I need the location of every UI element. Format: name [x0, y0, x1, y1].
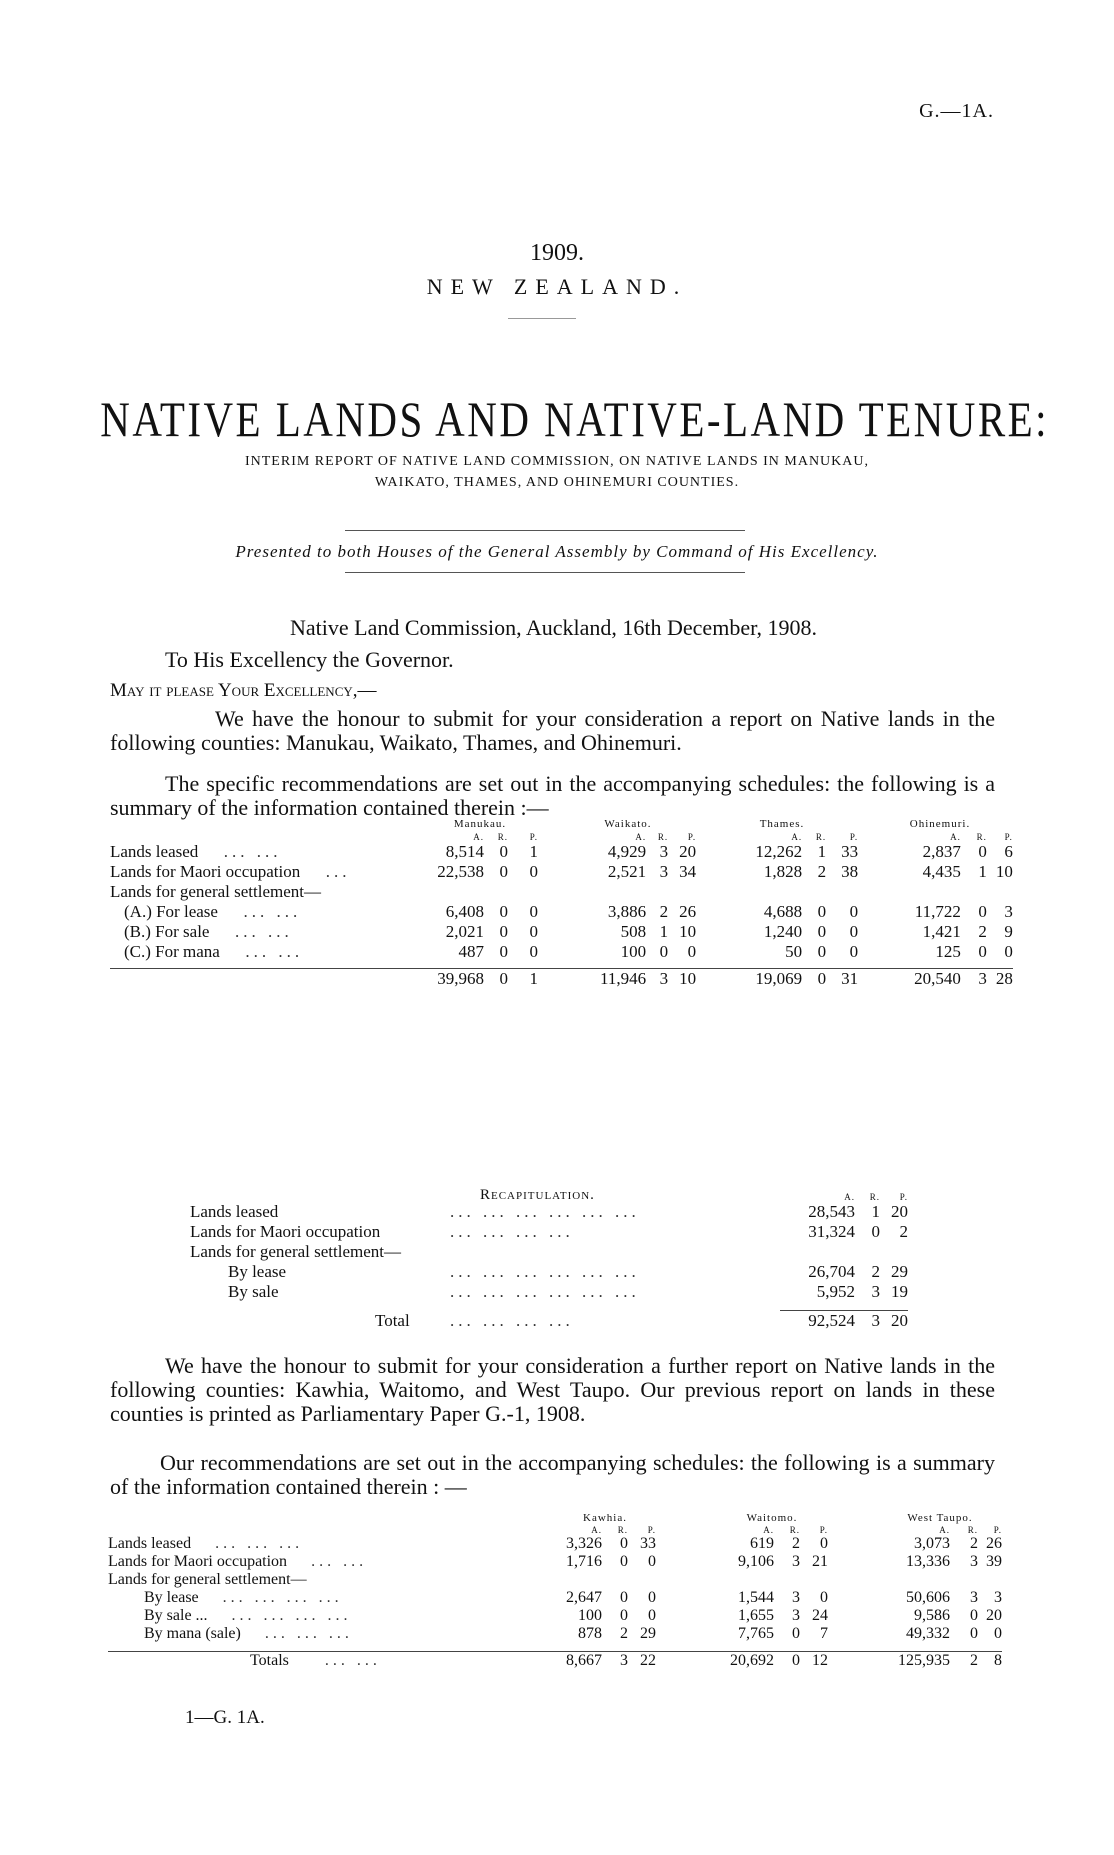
perches-cell: 0 — [820, 1589, 828, 1606]
spacer-cell — [828, 1553, 888, 1571]
county-header: Kawhia. — [583, 1512, 627, 1524]
roods-cell: 0 — [871, 1222, 880, 1241]
table-row — [108, 1607, 1002, 1625]
spacer-cell — [656, 1553, 716, 1571]
unit-roods: R. — [657, 832, 669, 842]
acres-cell: 22,538 — [437, 862, 484, 881]
perches-cell: 20 — [986, 1607, 1002, 1624]
leader-dots: ... ... — [234, 922, 293, 941]
leader-dots: ... ... — [311, 1553, 368, 1570]
acres-cell: 9,106 — [738, 1553, 774, 1570]
perches-cell: 24 — [812, 1607, 828, 1624]
acres-cell: 100 — [620, 942, 647, 961]
units-row — [108, 1525, 1002, 1535]
leader-dots: ... ... — [243, 902, 302, 921]
leader-dots: ... ... — [223, 842, 282, 861]
roods-cell: 0 — [620, 1589, 628, 1606]
row-label: Lands for general settlement— — [110, 882, 322, 901]
unit-perches: P. — [687, 832, 697, 842]
table-row — [108, 1535, 1002, 1553]
subtitle-line-2: WAIKATO, THAMES, AND OHINEMURI COUNTIES. — [374, 475, 740, 490]
table-row — [110, 862, 1013, 882]
perches-cell: 33 — [841, 842, 859, 861]
recap-row — [190, 1282, 908, 1302]
acres-cell: 2,021 — [445, 922, 484, 941]
total-roods: 3 — [620, 1652, 628, 1669]
spacer-cell — [538, 862, 600, 882]
perches-cell: 0 — [820, 1535, 828, 1552]
acres-cell: 49,332 — [906, 1625, 950, 1642]
acres-cell: 3,326 — [566, 1535, 602, 1552]
total-roods: 0 — [499, 969, 508, 988]
presented-line: Presented to both Houses of the General Assembly by Command of His Excellency. — [235, 542, 879, 561]
acres-cell: 31,324 — [808, 1222, 855, 1241]
roods-cell — [855, 1242, 880, 1262]
year: 1909. — [530, 240, 584, 266]
roods-cell: 3 — [659, 862, 669, 881]
unit-roods: R. — [967, 1525, 978, 1535]
total-perches: 8 — [994, 1652, 1002, 1669]
table-totals-row — [110, 969, 1013, 990]
perches-cell: 3 — [994, 1589, 1002, 1606]
total-roods: 3 — [978, 969, 987, 988]
spacer-cell — [858, 842, 914, 862]
total-perches: 12 — [812, 1652, 828, 1669]
perches-cell: 39 — [986, 1553, 1002, 1570]
spacer-cell — [828, 1625, 888, 1643]
acres-cell: 4,688 — [763, 902, 803, 921]
roods-cell: 2 — [978, 922, 987, 941]
county-header: Ohinemuri. — [909, 818, 971, 830]
leader-dots: ... ... ... ... — [450, 1222, 574, 1241]
row-label-cell — [108, 1589, 546, 1607]
table-row — [110, 942, 1013, 962]
row-label-cell — [110, 902, 392, 922]
unit-roods: R. — [789, 1525, 800, 1535]
roods-cell: 2 — [817, 862, 827, 881]
divider-top — [345, 530, 745, 531]
county-header: Thames. — [759, 818, 805, 830]
acres-cell: 12,262 — [755, 842, 803, 861]
paragraph-2: The specific recommendations are set out in the accompanying schedules: the following is a summary of the information contained therein :— — [110, 771, 995, 820]
salutation: May it please Your Excellency,— — [110, 680, 377, 701]
total-roods: 0 — [792, 1652, 800, 1669]
roods-cell: 3 — [792, 1607, 800, 1624]
acres-cell: 487 — [458, 942, 484, 961]
row-label-cell — [108, 1571, 546, 1589]
perches-cell — [880, 1242, 908, 1262]
acres-cell: 9,586 — [914, 1607, 950, 1624]
roods-cell: 3 — [871, 1282, 880, 1301]
recap-heading: Recapitulation. — [480, 1187, 595, 1203]
table-body — [110, 832, 1013, 989]
table-row — [108, 1553, 1002, 1571]
perches-cell: 0 — [849, 922, 859, 941]
row-label: (C.) For mana — [124, 942, 220, 961]
acres-cell: 3,073 — [914, 1535, 950, 1552]
country-heading: NEW ZEALAND. — [426, 274, 688, 299]
perches-cell: 2 — [899, 1222, 908, 1241]
roods-cell: 2 — [620, 1625, 628, 1642]
spacer-cell — [656, 1625, 716, 1643]
perches-cell: 0 — [994, 1625, 1002, 1642]
total-acres: 19,069 — [755, 969, 803, 988]
empty-cells — [546, 1571, 1002, 1589]
roods-cell: 1 — [817, 842, 827, 861]
spacer-cell — [538, 902, 600, 922]
roods-cell: 2 — [792, 1535, 800, 1552]
roods-cell: 0 — [817, 942, 827, 961]
perches-cell: 0 — [648, 1553, 656, 1570]
roods-cell: 2 — [970, 1535, 978, 1552]
roods-cell: 0 — [499, 862, 508, 881]
roods-cell: 0 — [659, 942, 669, 961]
total-roods: 0 — [817, 969, 827, 988]
table-row — [110, 842, 1013, 862]
dateline: Native Land Commission, Auckland, 16th December, 1908. — [290, 615, 818, 640]
acres-cell: 1,828 — [763, 862, 803, 881]
spacer-cell — [538, 842, 600, 862]
unit-acres: A. — [791, 832, 803, 842]
table-row — [110, 922, 1013, 942]
roods-cell: 3 — [792, 1589, 800, 1606]
paragraph-1: We have the honour to submit for your consideration a report on Native lands in the following counties: Manukau, Waikato, Thames, and Ohinemuri. — [110, 706, 995, 755]
spacer-cell — [858, 902, 914, 922]
recap-total-perches: 20 — [880, 1311, 908, 1332]
roods-cell: 2 — [871, 1262, 880, 1281]
row-label: Lands for general settlement— — [108, 1571, 307, 1588]
total-roods: 3 — [659, 969, 669, 988]
total-acres: 39,968 — [437, 969, 484, 988]
perches-cell: 0 — [1004, 942, 1013, 961]
row-label-cell — [110, 842, 392, 862]
perches-cell: 33 — [640, 1535, 656, 1552]
roods-cell: 1 — [871, 1202, 880, 1221]
row-label-cell — [110, 942, 392, 962]
unit-roods: R. — [617, 1525, 628, 1535]
leader-dots: ... ... — [324, 1652, 381, 1669]
unit-perches: P. — [993, 1525, 1002, 1535]
spacer-cell — [656, 1535, 716, 1553]
unit-roods: R. — [497, 832, 508, 842]
roods-cell: 0 — [970, 1625, 978, 1642]
units-row — [110, 832, 1013, 842]
roods-cell: 0 — [978, 902, 987, 921]
recap-row — [190, 1222, 908, 1242]
leader-dots: ... ... ... ... — [222, 1589, 343, 1606]
row-label-cell — [110, 862, 392, 882]
row-label: Lands for Maori occupation — [110, 862, 301, 881]
roods-cell: 0 — [499, 842, 508, 861]
row-label-cell — [108, 1535, 546, 1553]
leader-dots: ... ... — [245, 942, 304, 961]
recap-total-acres: 92,524 — [780, 1311, 855, 1332]
unit-acres: A. — [763, 1525, 774, 1535]
spacer-cell — [696, 902, 754, 922]
table-row — [110, 882, 1013, 902]
leader-dots: ... — [325, 862, 351, 881]
recap-row — [190, 1262, 908, 1282]
perches-cell: 20 — [891, 1202, 908, 1221]
acres-cell: 6,408 — [445, 902, 484, 921]
roods-cell: 2 — [659, 902, 669, 921]
divider-bottom — [345, 572, 745, 573]
perches-cell: 3 — [1004, 902, 1013, 921]
roods-cell: 0 — [620, 1535, 628, 1552]
roods-cell: 0 — [499, 922, 508, 941]
leader-dots: ... ... ... ... — [450, 1310, 574, 1330]
row-label: (A.) For lease — [124, 902, 218, 921]
roods-cell: 3 — [659, 842, 669, 861]
perches-cell: 6 — [1004, 842, 1013, 861]
perches-cell: 26 — [986, 1535, 1002, 1552]
perches-cell: 0 — [648, 1607, 656, 1624]
subtitle-line-1: INTERIM REPORT OF NATIVE LAND COMMISSION, ON NATIVE LANDS IN MANUKAU, — [244, 454, 869, 469]
row-label-cell — [110, 882, 392, 902]
leader-dots: ... ... ... — [264, 1625, 353, 1642]
unit-acres: A. — [591, 1525, 602, 1535]
row-label: By mana (sale) — [144, 1625, 241, 1642]
acres-cell: 1,544 — [738, 1589, 774, 1606]
leader-dots: ... ... ... — [215, 1535, 304, 1552]
roods-cell: 0 — [978, 942, 987, 961]
perches-cell: 0 — [529, 922, 538, 941]
roods-cell: 0 — [792, 1625, 800, 1642]
recap-row — [190, 1242, 908, 1262]
acres-cell: 100 — [578, 1607, 602, 1624]
unit-acres: A. — [473, 832, 484, 842]
roods-cell: 3 — [970, 1589, 978, 1606]
leader-dots: ... ... ... ... ... ... — [450, 1282, 640, 1301]
roods-cell: 1 — [978, 862, 987, 881]
recap-units-row — [190, 1192, 908, 1202]
total-acres: 8,667 — [566, 1652, 602, 1669]
perches-cell: 0 — [849, 942, 859, 961]
spacer-cell — [538, 922, 600, 942]
spacer-cell — [858, 862, 914, 882]
roods-cell: 0 — [620, 1553, 628, 1570]
perches-cell: 0 — [687, 942, 697, 961]
acres-cell: 1,240 — [763, 922, 803, 941]
acres-cell: 2,837 — [922, 842, 961, 861]
acres-cell: 13,336 — [906, 1553, 950, 1570]
unit-perches: P. — [819, 1525, 828, 1535]
acres-cell: 8,514 — [445, 842, 484, 861]
unit-roods: R. — [815, 832, 827, 842]
perches-cell: 29 — [891, 1262, 908, 1281]
page-reference: G.—1A. — [919, 100, 994, 122]
unit-perches: P. — [899, 1192, 908, 1202]
acres-cell: 50,606 — [906, 1589, 950, 1606]
perches-cell: 0 — [529, 902, 538, 921]
acres-cell: 2,521 — [607, 862, 647, 881]
acres-cell: 878 — [578, 1625, 602, 1642]
acres-cell: 11,722 — [914, 902, 961, 921]
row-label-cell — [110, 922, 392, 942]
acres-cell: 50 — [785, 942, 803, 961]
spacer-cell — [828, 1535, 888, 1553]
roods-cell: 1 — [659, 922, 669, 941]
total-acres: 20,692 — [730, 1652, 774, 1669]
spacer-cell — [696, 862, 754, 882]
perches-cell: 1 — [529, 842, 538, 861]
recap-label: By lease — [228, 1262, 287, 1281]
total-perches: 28 — [995, 969, 1013, 988]
perches-cell: 0 — [529, 942, 538, 961]
table-row — [108, 1589, 1002, 1607]
perches-cell: 20 — [679, 842, 697, 861]
recap-total-row — [190, 1311, 908, 1332]
unit-perches: P. — [529, 832, 538, 842]
roods-cell: 0 — [978, 842, 987, 861]
roods-cell: 3 — [792, 1553, 800, 1570]
acres-cell: 4,929 — [607, 842, 647, 861]
total-acres: 11,946 — [600, 969, 647, 988]
total-perches: 1 — [529, 969, 538, 988]
perches-cell: 34 — [679, 862, 697, 881]
acres-cell: 28,543 — [808, 1202, 855, 1221]
recap-total-roods: 3 — [855, 1311, 880, 1332]
table-row — [108, 1625, 1002, 1643]
total-acres: 125,935 — [898, 1652, 950, 1669]
roods-cell: 0 — [620, 1607, 628, 1624]
perches-cell: 0 — [648, 1589, 656, 1606]
spacer-cell — [696, 922, 754, 942]
perches-cell: 29 — [640, 1625, 656, 1642]
acres-cell: 7,765 — [738, 1625, 774, 1642]
county-header: Waitomo. — [746, 1512, 798, 1524]
row-label-cell — [108, 1625, 546, 1643]
row-label: By lease — [144, 1589, 199, 1606]
recap-label: Lands for Maori occupation — [190, 1222, 381, 1241]
paragraph-3: We have the honour to submit for your consideration a further report on Native lands in the following counties: Kawhia, Waitomo, and West Taupo. Our previous report on lands in these counties is printed as Parliamentary Paper G.-1, 1908. — [110, 1353, 995, 1426]
footer-signature: 1—G. 1A. — [185, 1707, 265, 1728]
total-roods: 2 — [970, 1652, 978, 1669]
short-divider — [508, 318, 576, 319]
acres-cell: 1,716 — [566, 1553, 602, 1570]
recap-label: Lands leased — [190, 1202, 279, 1221]
acres-cell: 1,421 — [922, 922, 961, 941]
total-perches: 31 — [841, 969, 859, 988]
acres-cell: 5,952 — [816, 1282, 855, 1301]
acres-cell: 4,435 — [922, 862, 961, 881]
total-perches: 22 — [640, 1652, 656, 1669]
addressee: To His Excellency the Governor. — [165, 647, 454, 672]
spacer-cell — [696, 842, 754, 862]
perches-cell: 38 — [841, 862, 859, 881]
acres-cell: 508 — [620, 922, 647, 941]
leader-dots: ... ... ... ... — [231, 1607, 352, 1624]
row-label: By sale ... — [144, 1607, 208, 1624]
perches-cell: 7 — [820, 1625, 828, 1642]
paragraph-4: Our recommendations are set out in the accompanying schedules: the following is a summary of the information contained therein : — — [110, 1450, 995, 1499]
document-title: NATIVE LANDS AND NATIVE-LAND TENURE: — [100, 391, 1049, 447]
table2-body — [108, 1525, 1002, 1670]
spacer-cell — [858, 922, 914, 942]
spacer-cell — [656, 1607, 716, 1625]
perches-cell: 26 — [679, 902, 697, 921]
acres-cell: 2,647 — [566, 1589, 602, 1606]
table-row — [110, 902, 1013, 922]
perches-cell: 21 — [812, 1553, 828, 1570]
unit-perches: P. — [1004, 832, 1013, 842]
recap-table — [190, 1192, 908, 1331]
unit-perches: P. — [849, 832, 859, 842]
unit-roods: R. — [869, 1192, 880, 1202]
total-perches: 10 — [679, 969, 697, 988]
recap-row — [190, 1202, 908, 1222]
row-label: Lands for Maori occupation — [108, 1553, 288, 1570]
acres-cell: 125 — [935, 942, 961, 961]
roods-cell: 3 — [970, 1553, 978, 1570]
acres-cell: 3,886 — [607, 902, 647, 921]
roods-cell: 0 — [499, 942, 508, 961]
row-label-cell — [108, 1553, 546, 1571]
roods-cell: 0 — [970, 1607, 978, 1624]
acres-cell — [780, 1242, 855, 1262]
spacer-cell — [656, 1589, 716, 1607]
recap-label: Lands for general settlement— — [190, 1242, 402, 1261]
roods-cell: 0 — [499, 902, 508, 921]
recap-total-label: Total — [375, 1310, 410, 1330]
row-label: (B.) For sale — [124, 922, 210, 941]
table2-totals-row — [108, 1652, 1002, 1671]
spacer-cell — [538, 942, 600, 962]
table-row — [108, 1571, 1002, 1589]
acres-cell: 26,704 — [808, 1262, 855, 1281]
row-label: Lands leased — [108, 1535, 192, 1552]
spacer-cell — [828, 1589, 888, 1607]
acres-cell: 619 — [750, 1535, 774, 1552]
totals-label: Totals — [250, 1652, 289, 1669]
county-header: Manukau. — [453, 818, 507, 830]
perches-cell: 0 — [849, 902, 859, 921]
empty-cells — [392, 882, 1013, 902]
leader-dots: ... ... ... ... ... ... — [450, 1262, 640, 1281]
unit-perches: P. — [647, 1525, 656, 1535]
unit-acres: A. — [844, 1192, 855, 1202]
county-header: Waikato. — [604, 818, 652, 830]
total-acres: 20,540 — [914, 969, 961, 988]
row-label: Lands leased — [110, 842, 199, 861]
unit-acres: A. — [950, 832, 961, 842]
county-header: West Taupo. — [907, 1512, 973, 1524]
spacer-cell — [828, 1607, 888, 1625]
recap-label: By sale — [228, 1282, 279, 1301]
leader-dots: ... ... ... ... ... ... — [450, 1202, 640, 1221]
perches-cell: 10 — [995, 862, 1013, 881]
row-label-cell — [108, 1607, 546, 1625]
perches-cell: 19 — [891, 1282, 908, 1301]
acres-cell: 1,655 — [738, 1607, 774, 1624]
perches-cell: 10 — [679, 922, 697, 941]
roods-cell: 0 — [817, 902, 827, 921]
perches-cell: 9 — [1004, 922, 1013, 941]
leader-dots — [450, 1242, 780, 1262]
unit-roods: R. — [976, 832, 987, 842]
spacer-cell — [696, 942, 754, 962]
spacer-cell — [858, 942, 914, 962]
roods-cell: 0 — [817, 922, 827, 941]
unit-acres: A. — [939, 1525, 950, 1535]
perches-cell: 0 — [529, 862, 538, 881]
unit-acres: A. — [635, 832, 647, 842]
